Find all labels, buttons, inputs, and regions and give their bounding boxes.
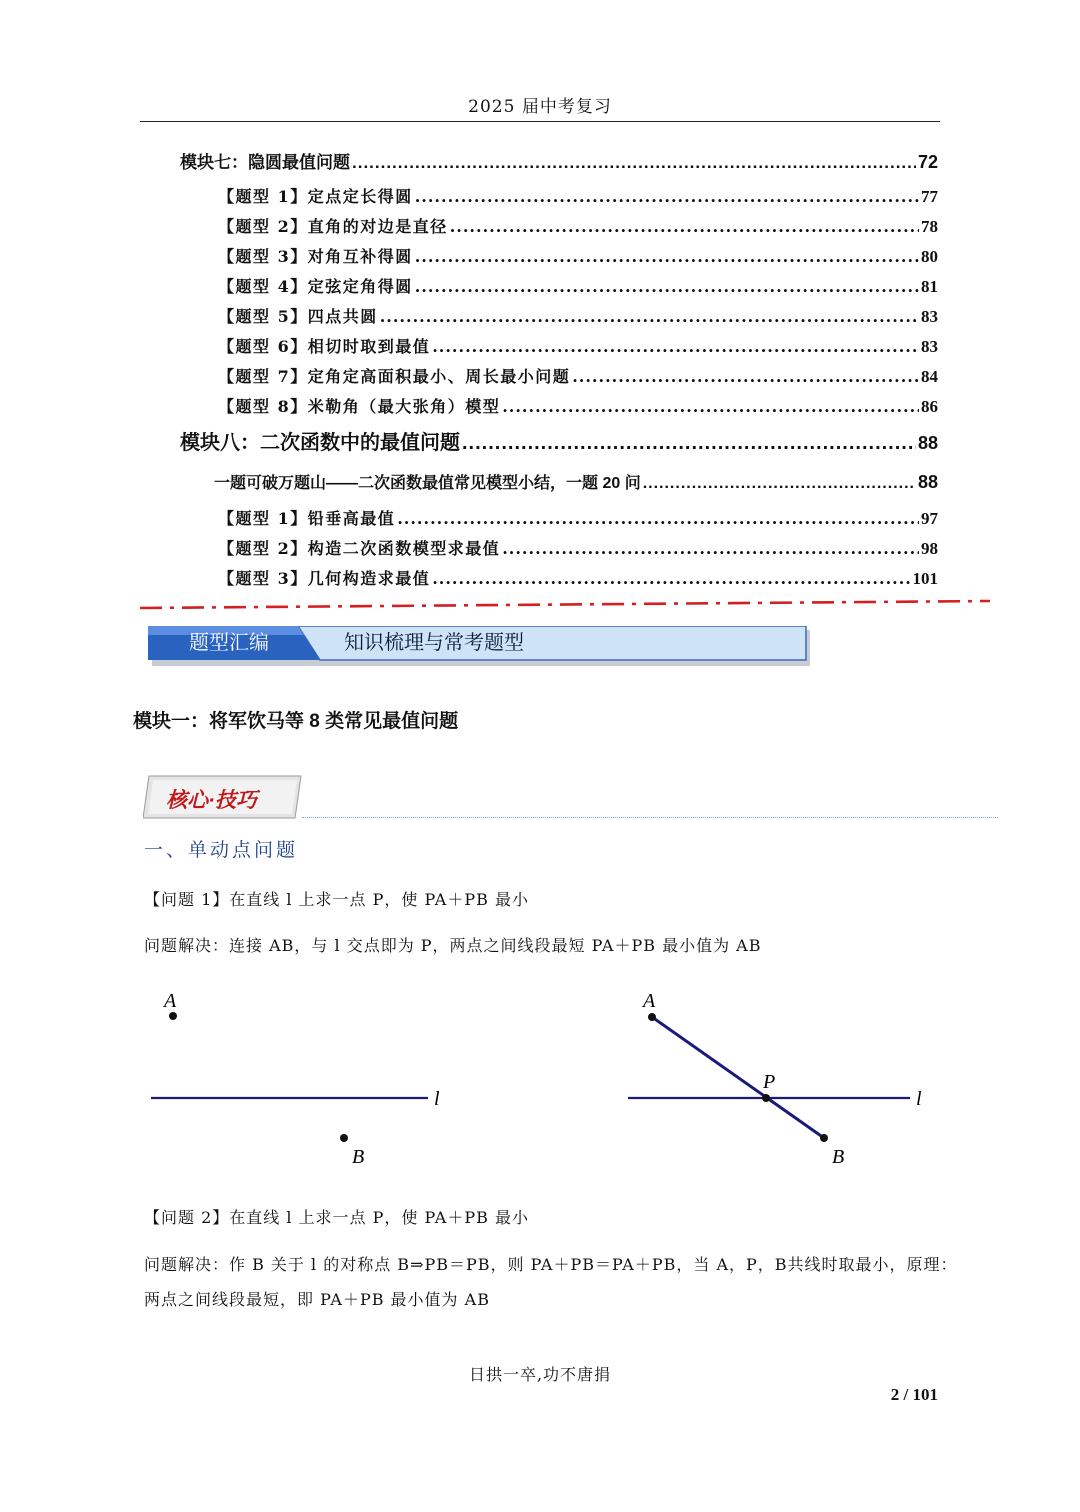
toc-leader [432, 337, 919, 356]
toc-label: 模块七：隐圆最值问题 [180, 153, 350, 172]
problem1-solution: 问题解决：连接 AB，与 l 交点即为 P，两点之间线段最短 PA＋PB 最小值为 AB [144, 936, 762, 955]
toc-label: 【题型 3】对角互补得圆 [218, 247, 413, 266]
toc-leader [462, 432, 916, 455]
figure-right [628, 990, 922, 1168]
point-a [648, 1013, 656, 1021]
toc-leader [415, 277, 919, 296]
problem2-solution-line1: 问题解决：作 B 关于 l 的对称点 B⇒PB＝PB，则 PA＋PB＝PA＋PB，当 A，P，B共线时取最小，原理： [144, 1255, 958, 1274]
toc-page: 83 [921, 337, 938, 356]
toc-item[interactable] [218, 244, 938, 267]
banner-left-label: 题型汇编 [189, 632, 269, 654]
point-a [169, 1012, 177, 1020]
toc-label: 【题型 2】直角的对边是直径 [218, 217, 448, 236]
toc-item[interactable] [218, 506, 938, 529]
toc-leader [643, 475, 916, 493]
toc-leader [432, 569, 910, 588]
toc-module7[interactable] [180, 148, 938, 173]
header-rule [140, 121, 940, 122]
point-b [820, 1134, 828, 1142]
toc-page: 78 [921, 217, 938, 236]
toc-label: 【题型 8】米勒角（最大张角）模型 [218, 397, 501, 416]
toc-page: 88 [917, 472, 938, 492]
toc-page: 97 [921, 509, 938, 528]
label-a: A [164, 990, 177, 1012]
toc-leader [352, 153, 916, 173]
toc-leader [502, 397, 919, 416]
toc-label: 【题型 1】定点定长得圆 [218, 187, 413, 206]
label-b: B [832, 1146, 845, 1168]
module1-title: 模块一：将军饮马等 8 类常见最值问题 [133, 711, 459, 732]
problem2-question: 【问题 2】在直线 l 上求一点 P，使 PA＋PB 最小 [144, 1208, 529, 1227]
toc-page: 101 [912, 569, 938, 588]
point-b [340, 1134, 348, 1142]
problem1-figure [140, 980, 960, 1170]
toc-leader [415, 247, 919, 266]
toc-item[interactable] [218, 394, 938, 417]
toc-leader [397, 509, 919, 528]
toc-item[interactable] [218, 184, 938, 207]
label-a: A [643, 990, 656, 1012]
toc-leader [572, 367, 919, 386]
core-divider [302, 817, 998, 818]
toc-item[interactable] [218, 334, 938, 357]
toc-leader [380, 307, 919, 326]
dash-dot-separator [140, 598, 990, 614]
toc-label: 【题型 7】定角定高面积最小、周长最小问题 [218, 367, 571, 386]
toc-label: 【题型 5】四点共圆 [218, 307, 378, 326]
problem2-solution-line2: 两点之间线段最短，即 PA＋PB 最小值为 AB [144, 1290, 490, 1309]
figure-left [151, 990, 440, 1168]
toc-item[interactable] [218, 536, 938, 559]
toc-item[interactable] [218, 566, 938, 589]
label-b: B [352, 1146, 365, 1168]
toc-page: 72 [917, 152, 938, 172]
toc-page: 77 [921, 187, 938, 206]
toc-page: 86 [921, 397, 938, 416]
label-l: l [916, 1088, 922, 1110]
toc-page: 81 [921, 277, 938, 296]
banner-right-label: 知识梳理与常考题型 [344, 632, 524, 654]
toc-label: 【题型 6】相切时取到最值 [218, 337, 431, 356]
page-number: 2 / 101 [890, 1385, 938, 1404]
label-l: l [434, 1088, 440, 1110]
toc-page: 88 [917, 433, 938, 453]
toc-page: 80 [921, 247, 938, 266]
page-header: 2025 届中考复习 [468, 97, 612, 117]
toc-label: 【题型 2】构造二次函数模型求最值 [218, 539, 501, 558]
toc-label: 【题型 1】铅垂高最值 [218, 509, 396, 528]
problem1-question: 【问题 1】在直线 l 上求一点 P，使 PA＋PB 最小 [144, 890, 529, 909]
toc-page: 84 [921, 367, 938, 386]
core-tag-label: 核心·技巧 [166, 789, 257, 812]
segment-ab [652, 1017, 824, 1138]
toc-page: 98 [921, 539, 938, 558]
label-p: P [763, 1071, 776, 1093]
footer-motto: 日拱一卒,功不唐捐 [468, 1365, 612, 1384]
toc-item[interactable] [218, 214, 938, 237]
toc-page: 83 [921, 307, 938, 326]
toc-label: 【题型 4】定弦定角得圆 [218, 277, 413, 296]
toc-leader [415, 187, 919, 206]
toc-item[interactable] [218, 364, 938, 387]
toc-module8-sub[interactable] [214, 470, 938, 493]
point-p [762, 1094, 770, 1102]
toc-module8[interactable] [180, 426, 938, 455]
toc-label: 模块八：二次函数中的最值问题 [180, 432, 460, 454]
toc-leader [450, 217, 919, 236]
toc-leader [502, 539, 919, 558]
toc-item[interactable] [218, 304, 938, 327]
toc-item[interactable] [218, 274, 938, 297]
toc-label: 一题可破万题山——二次函数最值常见模型小结，一题 20 问 [214, 475, 641, 492]
toc-label: 【题型 3】几何构造求最值 [218, 569, 431, 588]
section-title: 一、单动点问题 [144, 839, 299, 861]
